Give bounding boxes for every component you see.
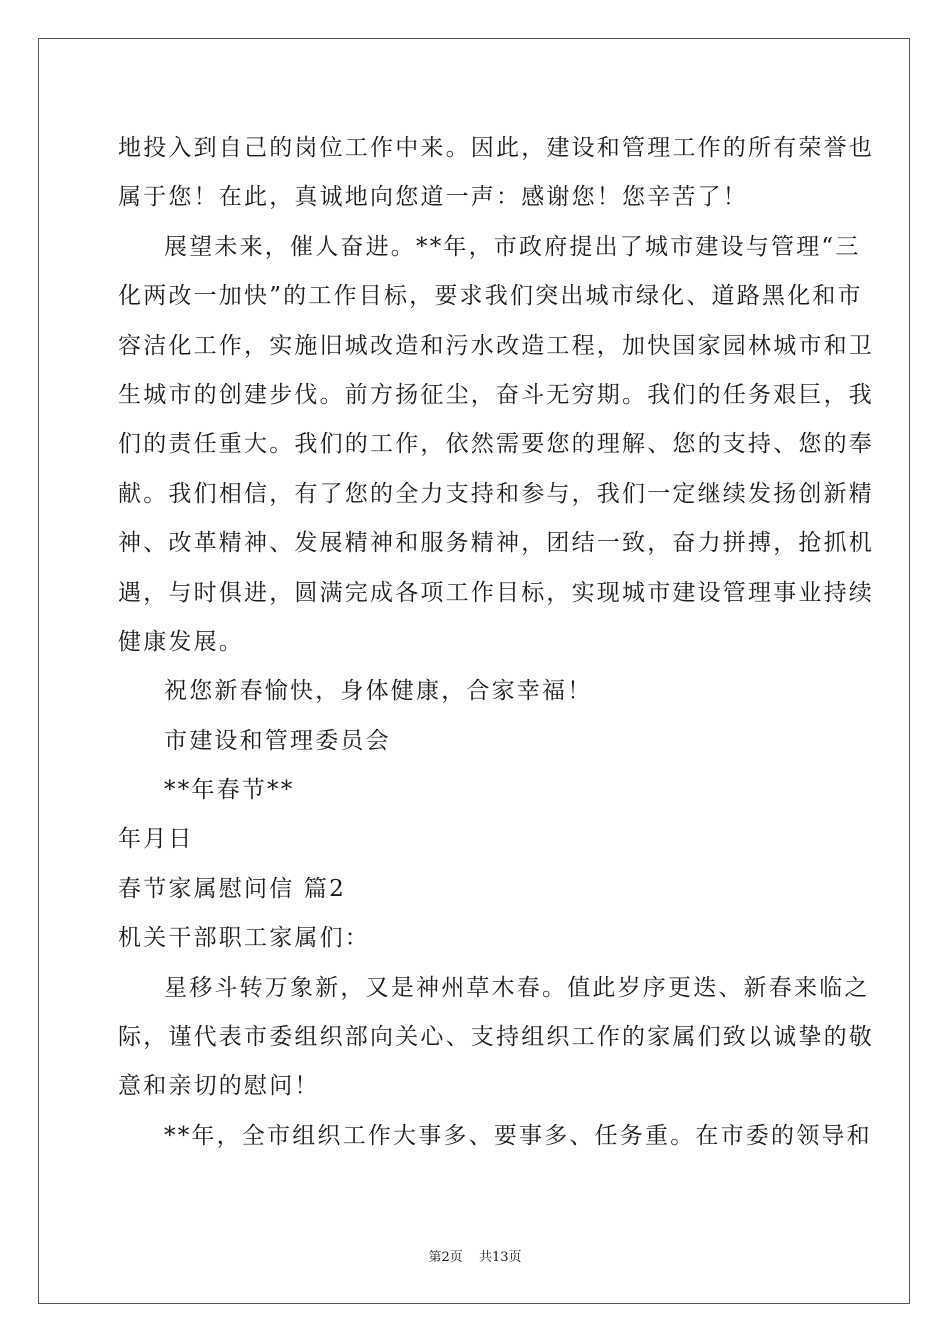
- text-line: 地投入到自己的岗位工作中来。因此，建设和管理工作的所有荣誉也: [118, 135, 874, 161]
- text-line: 春节家属慰问信 篇2: [118, 875, 346, 902]
- text-line: 健康发展。: [118, 628, 244, 655]
- text-line: 生城市的创建步伐。前方扬征尘，奋斗无穷期。我们的任务艰巨，我: [118, 381, 874, 408]
- page-total: 共13页: [478, 1250, 522, 1265]
- text-line: 献。我们相信，有了您的全力支持和参与，我们一定继续发扬创新精: [118, 480, 874, 507]
- text-line: 际，谨代表市委组织部向关心、支持组织工作的家属们致以诚挚的敬: [118, 1024, 874, 1051]
- text-line: 市建设和管理委员会: [164, 727, 391, 754]
- text-line: 神、改革精神、发展精神和服务精神，团结一致，奋力拼搏，抢抓机: [118, 530, 874, 557]
- text-line: 属于您！在此，真诚地向您道一声：感谢您！您辛苦了！: [118, 184, 748, 211]
- text-line: 祝您新春愉快，身体健康，合家幸福！: [164, 678, 593, 705]
- text-line: 机关干部职工家属们：: [118, 925, 370, 952]
- text-line: 化两改一加快”的工作目标，要求我们突出城市绿化、道路黑化和市: [118, 283, 863, 310]
- text-line: 展望未来，催人奋进。**年，市政府提出了城市建设与管理“三: [164, 233, 861, 260]
- text-line: 容洁化工作，实施旧城改造和污水改造工程，加快国家园林城市和卫: [118, 332, 874, 359]
- text-line: 年月日: [118, 826, 194, 853]
- text-line: 们的责任重大。我们的工作，依然需要您的理解、您的支持、您的奉: [118, 431, 874, 458]
- document-body: [118, 124, 874, 1161]
- text-line: **年，全市组织工作大事多、要事多、任务重。在市委的领导和: [164, 1122, 872, 1149]
- page-footer: [0, 1246, 950, 1265]
- text-line: 星移斗转万象新，又是神州草木春。值此岁序更迭、新春来临之: [164, 974, 870, 1001]
- text-line: 遇，与时俱进，圆满完成各项工作目标，实现城市建设管理事业持续: [118, 579, 874, 606]
- text-line: 意和亲切的慰问！: [118, 1073, 320, 1100]
- text-line: **年春节**: [164, 777, 295, 804]
- page-number: 第2页: [428, 1250, 463, 1265]
